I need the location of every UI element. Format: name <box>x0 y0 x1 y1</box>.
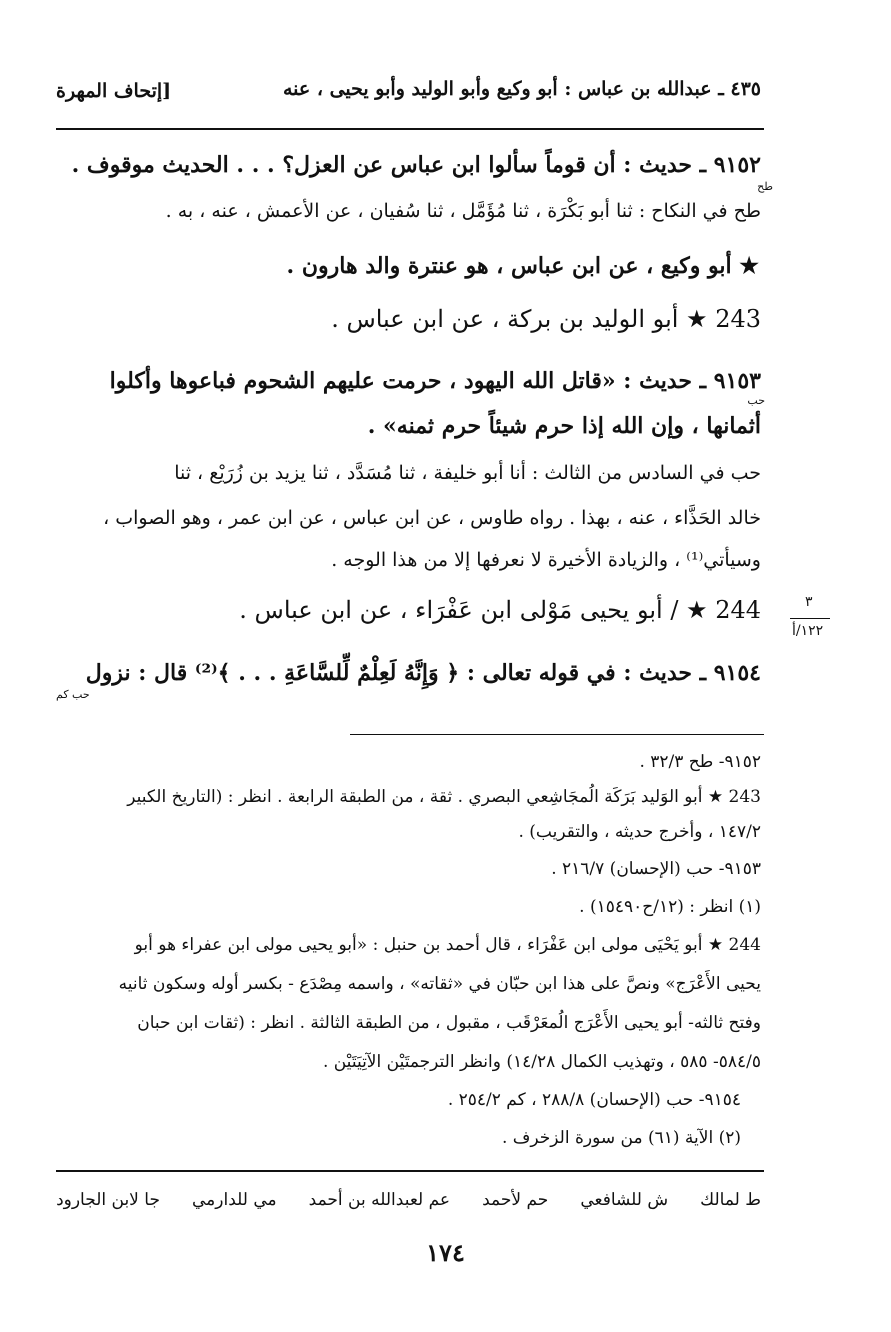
footnote-rule <box>350 734 764 735</box>
margin-folio: ١٢٢/أ <box>792 623 824 639</box>
abbr-abdullah: عم لعبدالله بن أحمد <box>308 1190 451 1210</box>
narrator-243 <box>331 305 761 333</box>
abbr-ahmad: حم لأحمد <box>482 1190 549 1210</box>
hadith-9154-line-1: ٩١٥٤ ـ حديث : في قوله تعالى : ﴿ وَإِنَّهُ لَعِلْمٌ لِّلسَّاعَةِ . . . ﴾⁽²⁾ قال : نزول <box>85 660 761 686</box>
hadith-9153-line-3: حب في السادس من الثالث : أنا أبو خليفة ، ثنا مُسَدَّد ، ثنا يزيد بن زُرَيْع ، ثنا <box>174 462 761 484</box>
footnote-243-line-1: 243 ★ أبو الوَليد بَرَكَة الُمجَاشِعي البصري . ثقة ، من الطبقة الرابعة . انظر : (التاريخ الكبير <box>127 787 761 807</box>
footnote-9154: ٩١٥٤- حب (الإحسان) ٢٨٨/٨ ، كم ٢٥٤/٢ . <box>447 1090 741 1110</box>
hadith-9154-siglum: حب كم <box>56 688 90 701</box>
narrator-244 <box>239 596 761 624</box>
narrator-abu-wakee: ★ أبو وكيع ، عن ابن عباس ، هو عنترة والد هارون . <box>286 253 759 279</box>
footnote-243-line-2: ١٤٧/٢ ، وأخرج حديثه ، والتقريب) . <box>518 822 761 842</box>
hadith-9152-line-2: طح في النكاح : ثنا أبو بَكْرَة ، ثنا مُؤَمَّل ، ثنا سُفيان ، عن الأعمش ، عنه ، به . <box>165 200 761 222</box>
header-rule <box>56 128 764 130</box>
footnote-1: (١) انظر : (١٢/ح١٥٤٩٠) . <box>579 897 761 917</box>
footnote-2: (٢) الآية (٦١) من سورة الزخرف . <box>501 1128 741 1148</box>
abbr-ibn-jarud: جا لابن الجارود <box>56 1190 160 1210</box>
footnote-244-line-3: وفتح ثالثه- أبو يحيى الأَعْرَج الُمعَرْقَب ، مقبول ، من الطبقة الثالثة . انظر : (ثقات ابن حبان <box>137 1013 761 1033</box>
abbr-malik: ط لمالك <box>700 1190 761 1210</box>
hadith-9152-line-1: ٩١٥٢ ـ حديث : أن قوماً سألوا ابن عباس عن العزل؟ . . . الحديث موقوف . <box>71 152 761 178</box>
narrator-244-text: 244 ★ / أبو يحيى مَوْلى ابن عَفْرَاء ، عن ابن عباس . <box>239 596 761 624</box>
abbr-darimi: مي للدارمي <box>192 1190 277 1210</box>
footnote-9152: ٩١٥٢- طح ٣٢/٣ . <box>639 752 761 772</box>
margin-volume-number: ٣ <box>805 594 813 610</box>
footnote-244-line-2: يحيى الأَعْرَج» ونصَّ على هذا ابن حبّان في «ثقاته» ، واسمه مِصْدَع - بكسر أوله وسكون ثانيه <box>118 974 761 994</box>
running-header-title: ٤٣٥ ـ عبدالله بن عباس : أبو وكيع وأبو الوليد وأبو يحيى ، عنه <box>282 78 761 100</box>
page-number: ١٧٤ <box>426 1238 465 1267</box>
hadith-9153-line-5: وسيأتي⁽¹⁾ ، والزيادة الأخيرة لا نعرفها إلا من هذا الوجه . <box>331 549 761 571</box>
hadith-9153-line-4: خالد الحَذَّاء ، عنه ، بهذا . رواه طاوس ، عن ابن عباس ، عن ابن عمر ، وهو الصواب ، <box>103 507 761 529</box>
margin-rule <box>790 618 830 619</box>
narrator-243-text: 243 ★ أبو الوليد بن بركة ، عن ابن عباس . <box>331 305 761 333</box>
footnote-244-line-1: 244 ★ أبو يَحْيَى مولى ابن عَفْرَاء ، قال أحمد بن حنبل : «أبو يحيى مولى ابن عفراء هو أبو <box>134 935 761 955</box>
hadith-9152-siglum: طح <box>757 180 773 193</box>
footnote-9153: ٩١٥٣- حب (الإحسان) ٢١٦/٧ . <box>551 859 761 879</box>
abbreviations-rule <box>56 1170 764 1172</box>
hadith-9153-line-2: أثمانها ، وإن الله إذا حرم شيئاً حرم ثمنه» . <box>367 413 761 439</box>
abbreviations-key <box>56 1190 761 1210</box>
abbr-shafii: ش للشافعي <box>580 1190 669 1210</box>
footnote-244-line-4: ٥٨٤/٥- ٥٨٥ ، وتهذيب الكمال ١٤/٢٨) وانظر الترجمتَيْن الآتِيَتَيْن . <box>322 1052 761 1072</box>
running-header-book: [إتحاف المهرة <box>56 80 172 102</box>
hadith-9153-siglum: حب <box>747 394 765 407</box>
hadith-9153-line-1: ٩١٥٣ ـ حديث : «قاتل الله اليهود ، حرمت عليهم الشحوم فباعوها وأكلوا <box>109 368 761 394</box>
